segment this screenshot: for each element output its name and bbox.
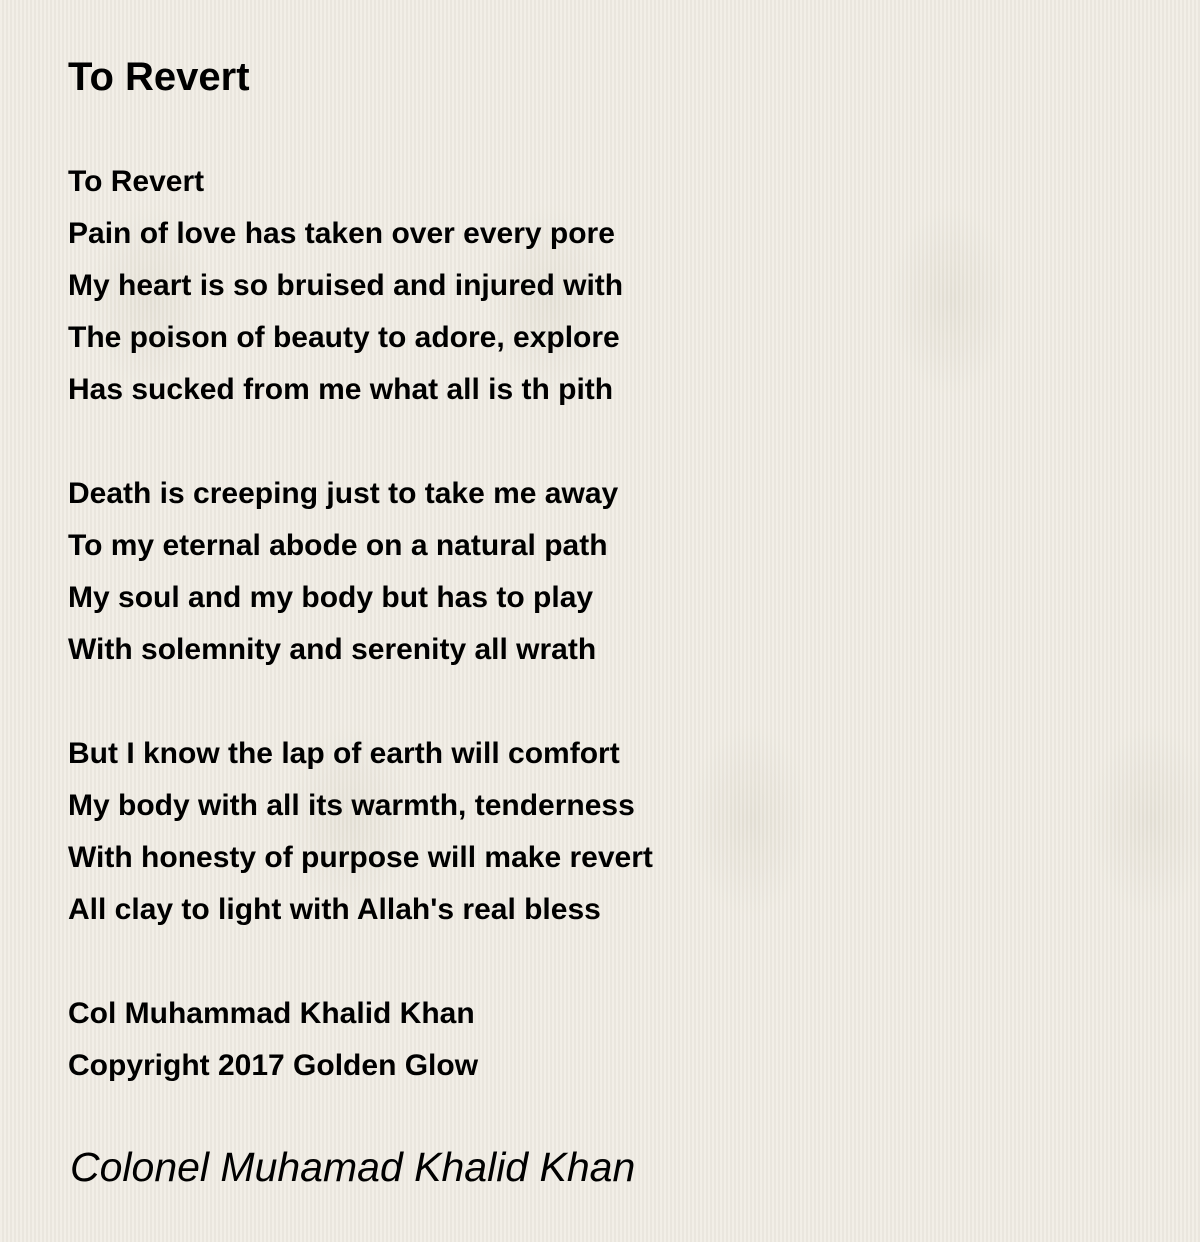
stanza-break	[68, 936, 653, 988]
poem-line: My soul and my body but has to play	[68, 581, 594, 614]
stanza-break	[68, 416, 653, 468]
poem-line: The poison of beauty to adore, explore	[68, 321, 620, 354]
poem-line: My heart is so bruised and injured with	[68, 269, 624, 302]
poem-line: With honesty of purpose will make revert	[68, 841, 653, 874]
poem-title: To Revert	[68, 55, 250, 99]
poem-line: Pain of love has taken over every pore	[68, 217, 615, 250]
poem-line: But I know the lap of earth will comfort	[68, 737, 620, 770]
poem-line: Has sucked from me what all is th pith	[68, 373, 614, 406]
poem-line: All clay to light with Allah's real bless	[68, 893, 601, 926]
poem-copyright: Copyright 2017 Golden Glow	[68, 1049, 479, 1082]
poem-line: With solemnity and serenity all wrath	[68, 633, 597, 666]
poem-signature: Col Muhammad Khalid Khan	[68, 997, 475, 1030]
poem-heading-line: To Revert	[68, 165, 205, 198]
poem-body	[68, 156, 653, 1092]
poem-line: To my eternal abode on a natural path	[68, 529, 608, 562]
poem-line: My body with all its warmth, tenderness	[68, 789, 635, 822]
poet-name: Colonel Muhamad Khalid Khan	[70, 1144, 636, 1190]
poem-line: Death is creeping just to take me away	[68, 477, 619, 510]
stanza-break	[68, 676, 653, 728]
